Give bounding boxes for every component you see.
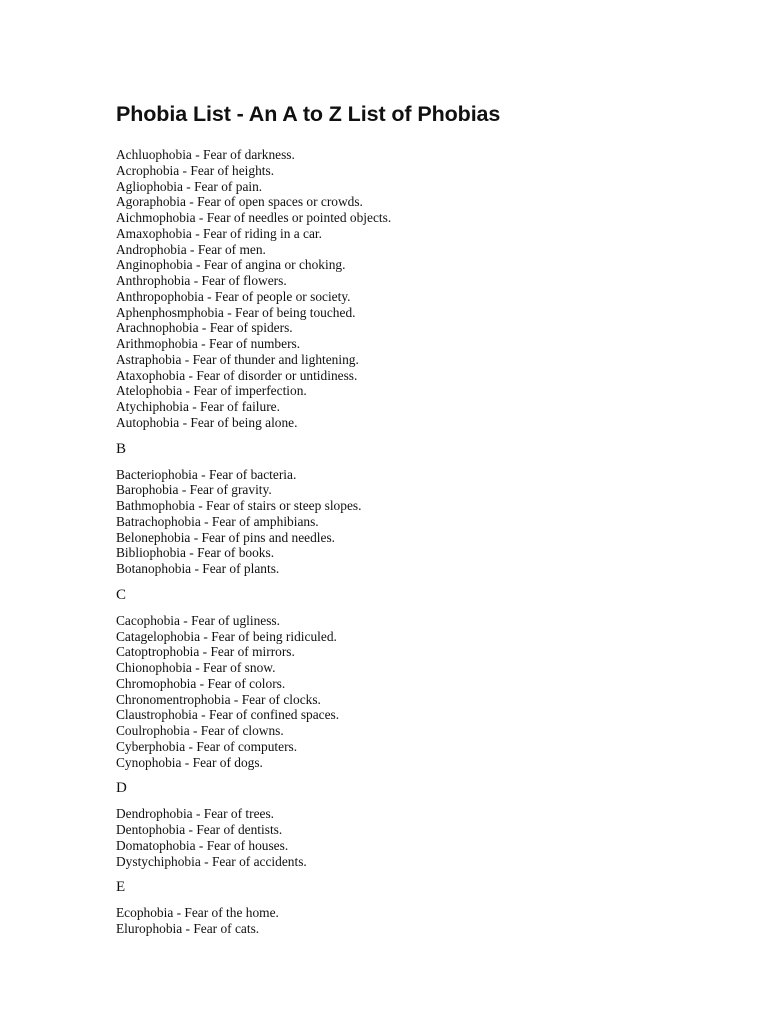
phobia-entry: Bacteriophobia - Fear of bacteria.	[116, 466, 297, 482]
phobia-entry: Agliophobia - Fear of pain.	[116, 178, 263, 194]
phobia-entry: Achluophobia - Fear of darkness.	[116, 147, 295, 162]
phobia-entry: Batrachophobia - Fear of amphibians.	[116, 513, 319, 529]
section-b	[116, 440, 716, 577]
phobia-list	[116, 613, 716, 771]
phobia-sections	[116, 147, 716, 937]
phobia-entry: Acrophobia - Fear of heights.	[116, 162, 275, 178]
phobia-entry: Dystychiphobia - Fear of accidents.	[116, 853, 307, 869]
phobia-entry: Bathmophobia - Fear of stairs or steep slopes.	[116, 498, 362, 513]
phobia-entry: Anthropophobia - Fear of people or society.	[116, 288, 351, 304]
phobia-entry: Ataxophobia - Fear of disorder or untidiness.	[116, 367, 358, 383]
phobia-entry: Cynophobia - Fear of dogs.	[116, 754, 263, 770]
phobia-entry: Astraphobia - Fear of thunder and lightening.	[116, 351, 359, 367]
phobia-entry: Belonephobia - Fear of pins and needles.	[116, 529, 336, 545]
phobia-entry: Cacophobia - Fear of ugliness.	[116, 612, 280, 628]
phobia-entry: Agoraphobia - Fear of open spaces or crowds.	[116, 194, 363, 210]
section-heading: E	[116, 879, 126, 896]
phobia-entry: Aphenphosmphobia - Fear of being touched.	[116, 304, 356, 320]
phobia-entry: Dendrophobia - Fear of trees.	[116, 806, 275, 822]
phobia-entry: Domatophobia - Fear of houses.	[116, 837, 289, 853]
phobia-entry: Atychiphobia - Fear of failure.	[116, 399, 280, 414]
phobia-entry: Claustrophobia - Fear of confined spaces.	[116, 707, 340, 723]
phobia-entry: Autophobia - Fear of being alone.	[116, 414, 298, 430]
phobia-entry: Atelophobia - Fear of imperfection.	[116, 383, 307, 399]
phobia-entry: Bibliophobia - Fear of books.	[116, 545, 275, 561]
phobia-entry: Chromophobia - Fear of colors.	[116, 675, 286, 691]
section-d	[116, 779, 716, 869]
phobia-entry: Chronomentrophobia - Fear of clocks.	[116, 691, 321, 707]
section-heading: C	[116, 586, 127, 603]
phobia-entry: Aichmophobia - Fear of needles or pointed objects.	[116, 210, 392, 225]
page-title: Phobia List - An A to Z List of Phobias	[116, 102, 501, 126]
phobia-entry: Elurophobia - Fear of cats.	[116, 921, 260, 936]
section-e	[116, 878, 716, 937]
phobia-entry: Arithmophobia - Fear of numbers.	[116, 336, 301, 351]
section-a	[116, 147, 716, 431]
phobia-entry: Ecophobia - Fear of the home.	[116, 905, 279, 921]
phobia-entry: Amaxophobia - Fear of riding in a car.	[116, 225, 323, 241]
phobia-entry: Catagelophobia - Fear of being ridiculed.	[116, 628, 337, 644]
phobia-list	[116, 905, 716, 937]
phobia-entry: Anthrophobia - Fear of flowers.	[116, 273, 287, 288]
phobia-entry: Botanophobia - Fear of plants.	[116, 561, 280, 576]
phobia-list	[116, 147, 716, 431]
phobia-entry: Androphobia - Fear of men.	[116, 241, 266, 257]
section-heading: B	[116, 440, 127, 457]
section-c	[116, 586, 716, 771]
phobia-list	[116, 467, 716, 577]
phobia-entry: Barophobia - Fear of gravity.	[116, 482, 272, 498]
document-page	[116, 100, 716, 946]
phobia-entry: Cyberphobia - Fear of computers.	[116, 738, 298, 754]
phobia-entry: Arachnophobia - Fear of spiders.	[116, 320, 293, 336]
phobia-entry: Coulrophobia - Fear of clowns.	[116, 723, 284, 738]
phobia-entry: Dentophobia - Fear of dentists.	[116, 822, 283, 837]
phobia-entry: Anginophobia - Fear of angina or choking.	[116, 257, 346, 273]
phobia-entry: Catoptrophobia - Fear of mirrors.	[116, 644, 295, 660]
phobia-entry: Chionophobia - Fear of snow.	[116, 660, 276, 675]
phobia-list	[116, 806, 716, 869]
section-heading: D	[116, 780, 127, 797]
